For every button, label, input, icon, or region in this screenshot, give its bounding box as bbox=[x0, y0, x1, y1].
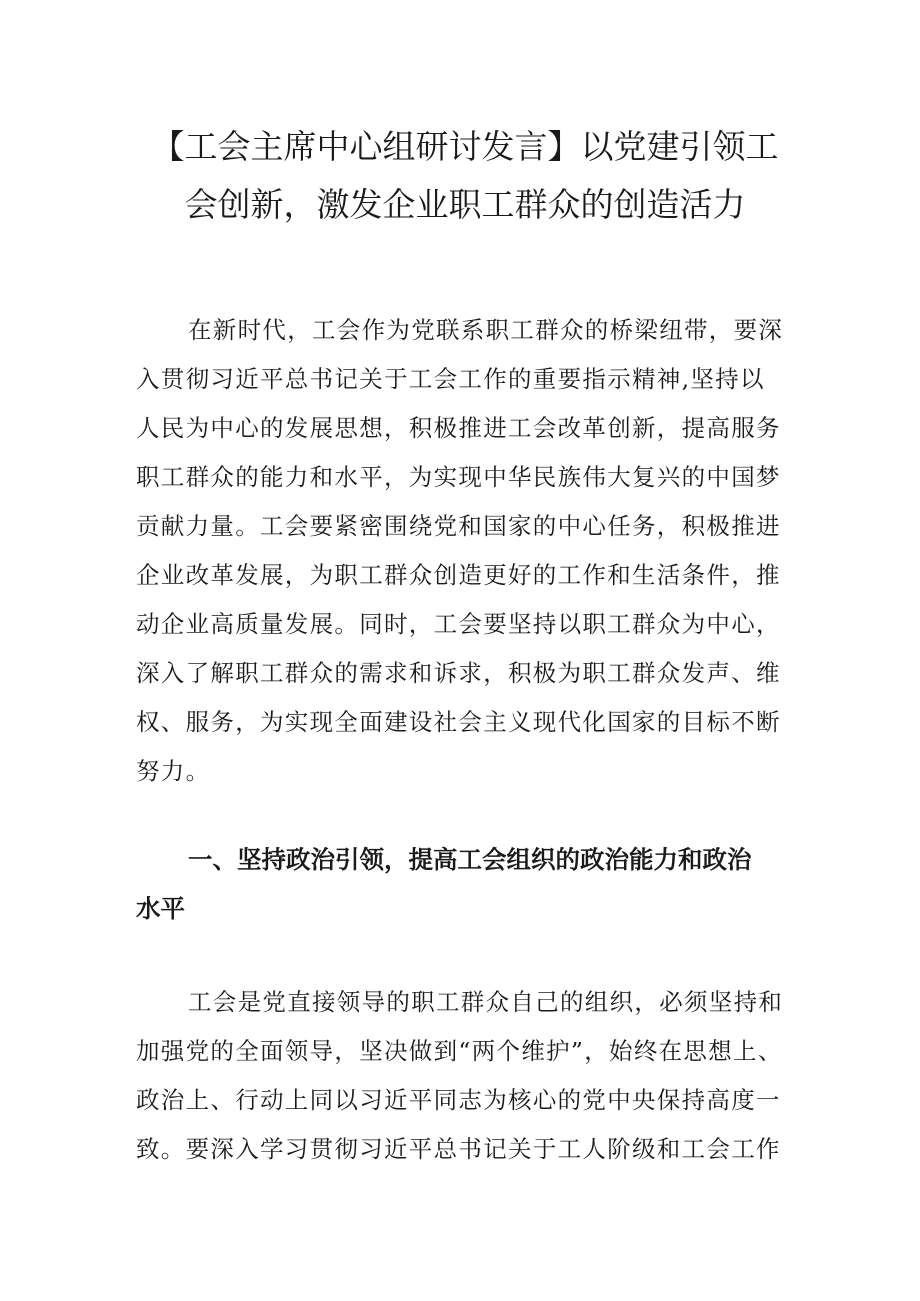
title-line-1: 【工会主席中心组研讨发言】以党建引领工 bbox=[151, 127, 779, 166]
intro-line: 人民为中心的发展思想，积极推进工会改革创新，提高服务 bbox=[136, 414, 781, 442]
intro-line: 深入了解职工群众的需求和诉求，积极为职工群众发声、维 bbox=[136, 659, 781, 687]
section-heading-line: 水平 bbox=[136, 894, 185, 923]
intro-line: 企业改革发展，为职工群众创造更好的工作和生活条件，推 bbox=[136, 561, 781, 589]
section-1-line: 工会是党直接领导的职工群众自己的组织，必须坚持和 bbox=[188, 988, 784, 1016]
intro-line: 贡献力量。工会要紧密围绕党和国家的中心任务，积极推进 bbox=[136, 512, 781, 540]
section-1-line: 政治上、行动上同以习近平同志为核心的党中央保持高度一 bbox=[136, 1086, 781, 1114]
section-1-line: 加强党的全面领导，坚决做到“两个维护”，始终在思想上、 bbox=[136, 1037, 783, 1065]
section-1-paragraph bbox=[0, 978, 920, 1178]
title-line-2: 会创新，激发企业职工群众的创造活力 bbox=[184, 185, 746, 224]
intro-line: 动企业高质量发展。同时，工会要坚持以职工群众为中心， bbox=[136, 610, 781, 638]
section-1-line: 致。要深入学习贯彻习近平总书记关于工人阶级和工会工作 bbox=[136, 1135, 781, 1163]
intro-line: 在新时代，工会作为党联系职工群众的桥梁纽带，要深 bbox=[188, 316, 784, 344]
section-heading-1 bbox=[0, 835, 920, 935]
intro-line: 职工群众的能力和水平，为实现中华民族伟大复兴的中国梦 bbox=[136, 463, 781, 491]
intro-line: 努力。 bbox=[136, 757, 211, 785]
intro-line: 入贯彻习近平总书记关于工会工作的重要指示精神,坚持以 bbox=[136, 365, 765, 393]
intro-paragraph bbox=[0, 306, 920, 806]
intro-line: 权、服务，为实现全面建设社会主义现代化国家的目标不断 bbox=[136, 708, 781, 736]
section-heading-line: 一、坚持政治引领，提高工会组织的政治能力和政治 bbox=[188, 845, 752, 874]
document-title bbox=[140, 118, 790, 234]
